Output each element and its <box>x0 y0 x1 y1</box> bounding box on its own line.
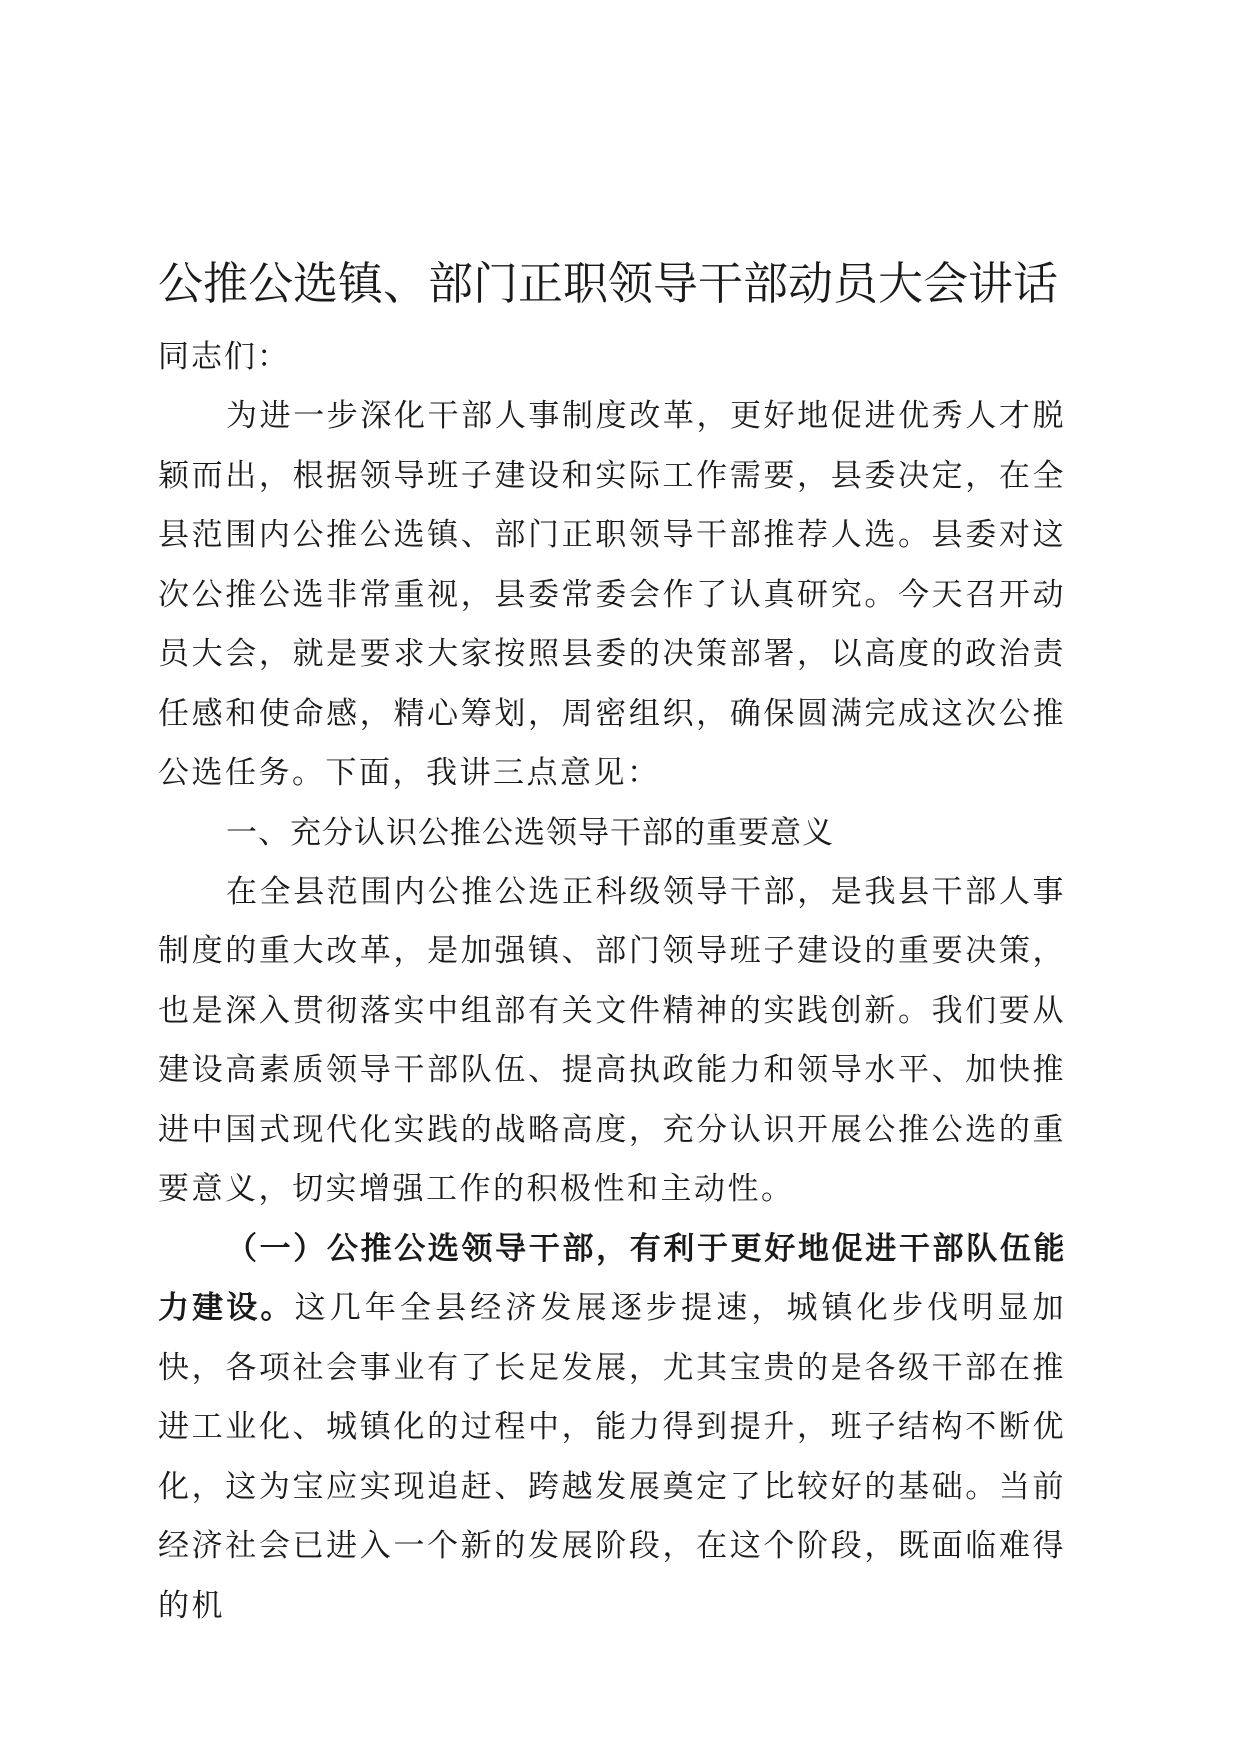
point-1-body: 这几年全县经济发展逐步提速，城镇化步伐明显加快，各项社会事业有了长足发展，尤其宝贵的是各级干部在推进工业化、城镇化的过程中，能力得到提升，班子结构不断优化，这为宝应实现追赶、跨越发展奠定了比较好的基础。当前经济社会已进入一个新的发展阶段，在这个阶段，既面临难得的机 <box>158 1290 1067 1624</box>
document-page <box>158 254 1066 1636</box>
intro-paragraph: 为进一步深化干部人事制度改革，更好地促进优秀人才脱颖而出，根据领导班子建设和实际工作需要，县委决定，在全县范围内公推公选镇、部门正职领导干部推荐人选。县委对这次公推公选非常重视，县委常委会作了认真研究。今天召开动员大会，就是要求大家按照县委的决策部署，以高度的政治责任感和使命感，精心筹划，周密组织，确保圆满完成这次公推公选任务。下面，我讲三点意见： <box>158 398 1066 791</box>
document-title: 公推公选镇、部门正职领导干部动员大会讲话 <box>158 257 1059 310</box>
point-1-lead: （一）公推公选领导干部，有利于更好地促进干部队伍能力建设。 <box>158 1230 1066 1326</box>
section-heading-1: 一、充分认识公推公选领导干部的重要意义 <box>226 814 834 851</box>
point-1-paragraph <box>158 1220 1066 1637</box>
salutation: 同志们： <box>158 339 290 375</box>
section-1-paragraph: 在全县范围内公推公选正科级领导干部，是我县干部人事制度的重大改革，是加强镇、部门领导班子建设的重要决策，也是深入贯彻落实中组部有关文件精神的实践创新。我们要从建设高素质领导干部队伍、提高执政能力和领导水平、加快推进中国式现代化实践的战略高度，充分认识开展公推公选的重要意义，切实增强工作的积极性和主动性。 <box>158 873 1066 1207</box>
